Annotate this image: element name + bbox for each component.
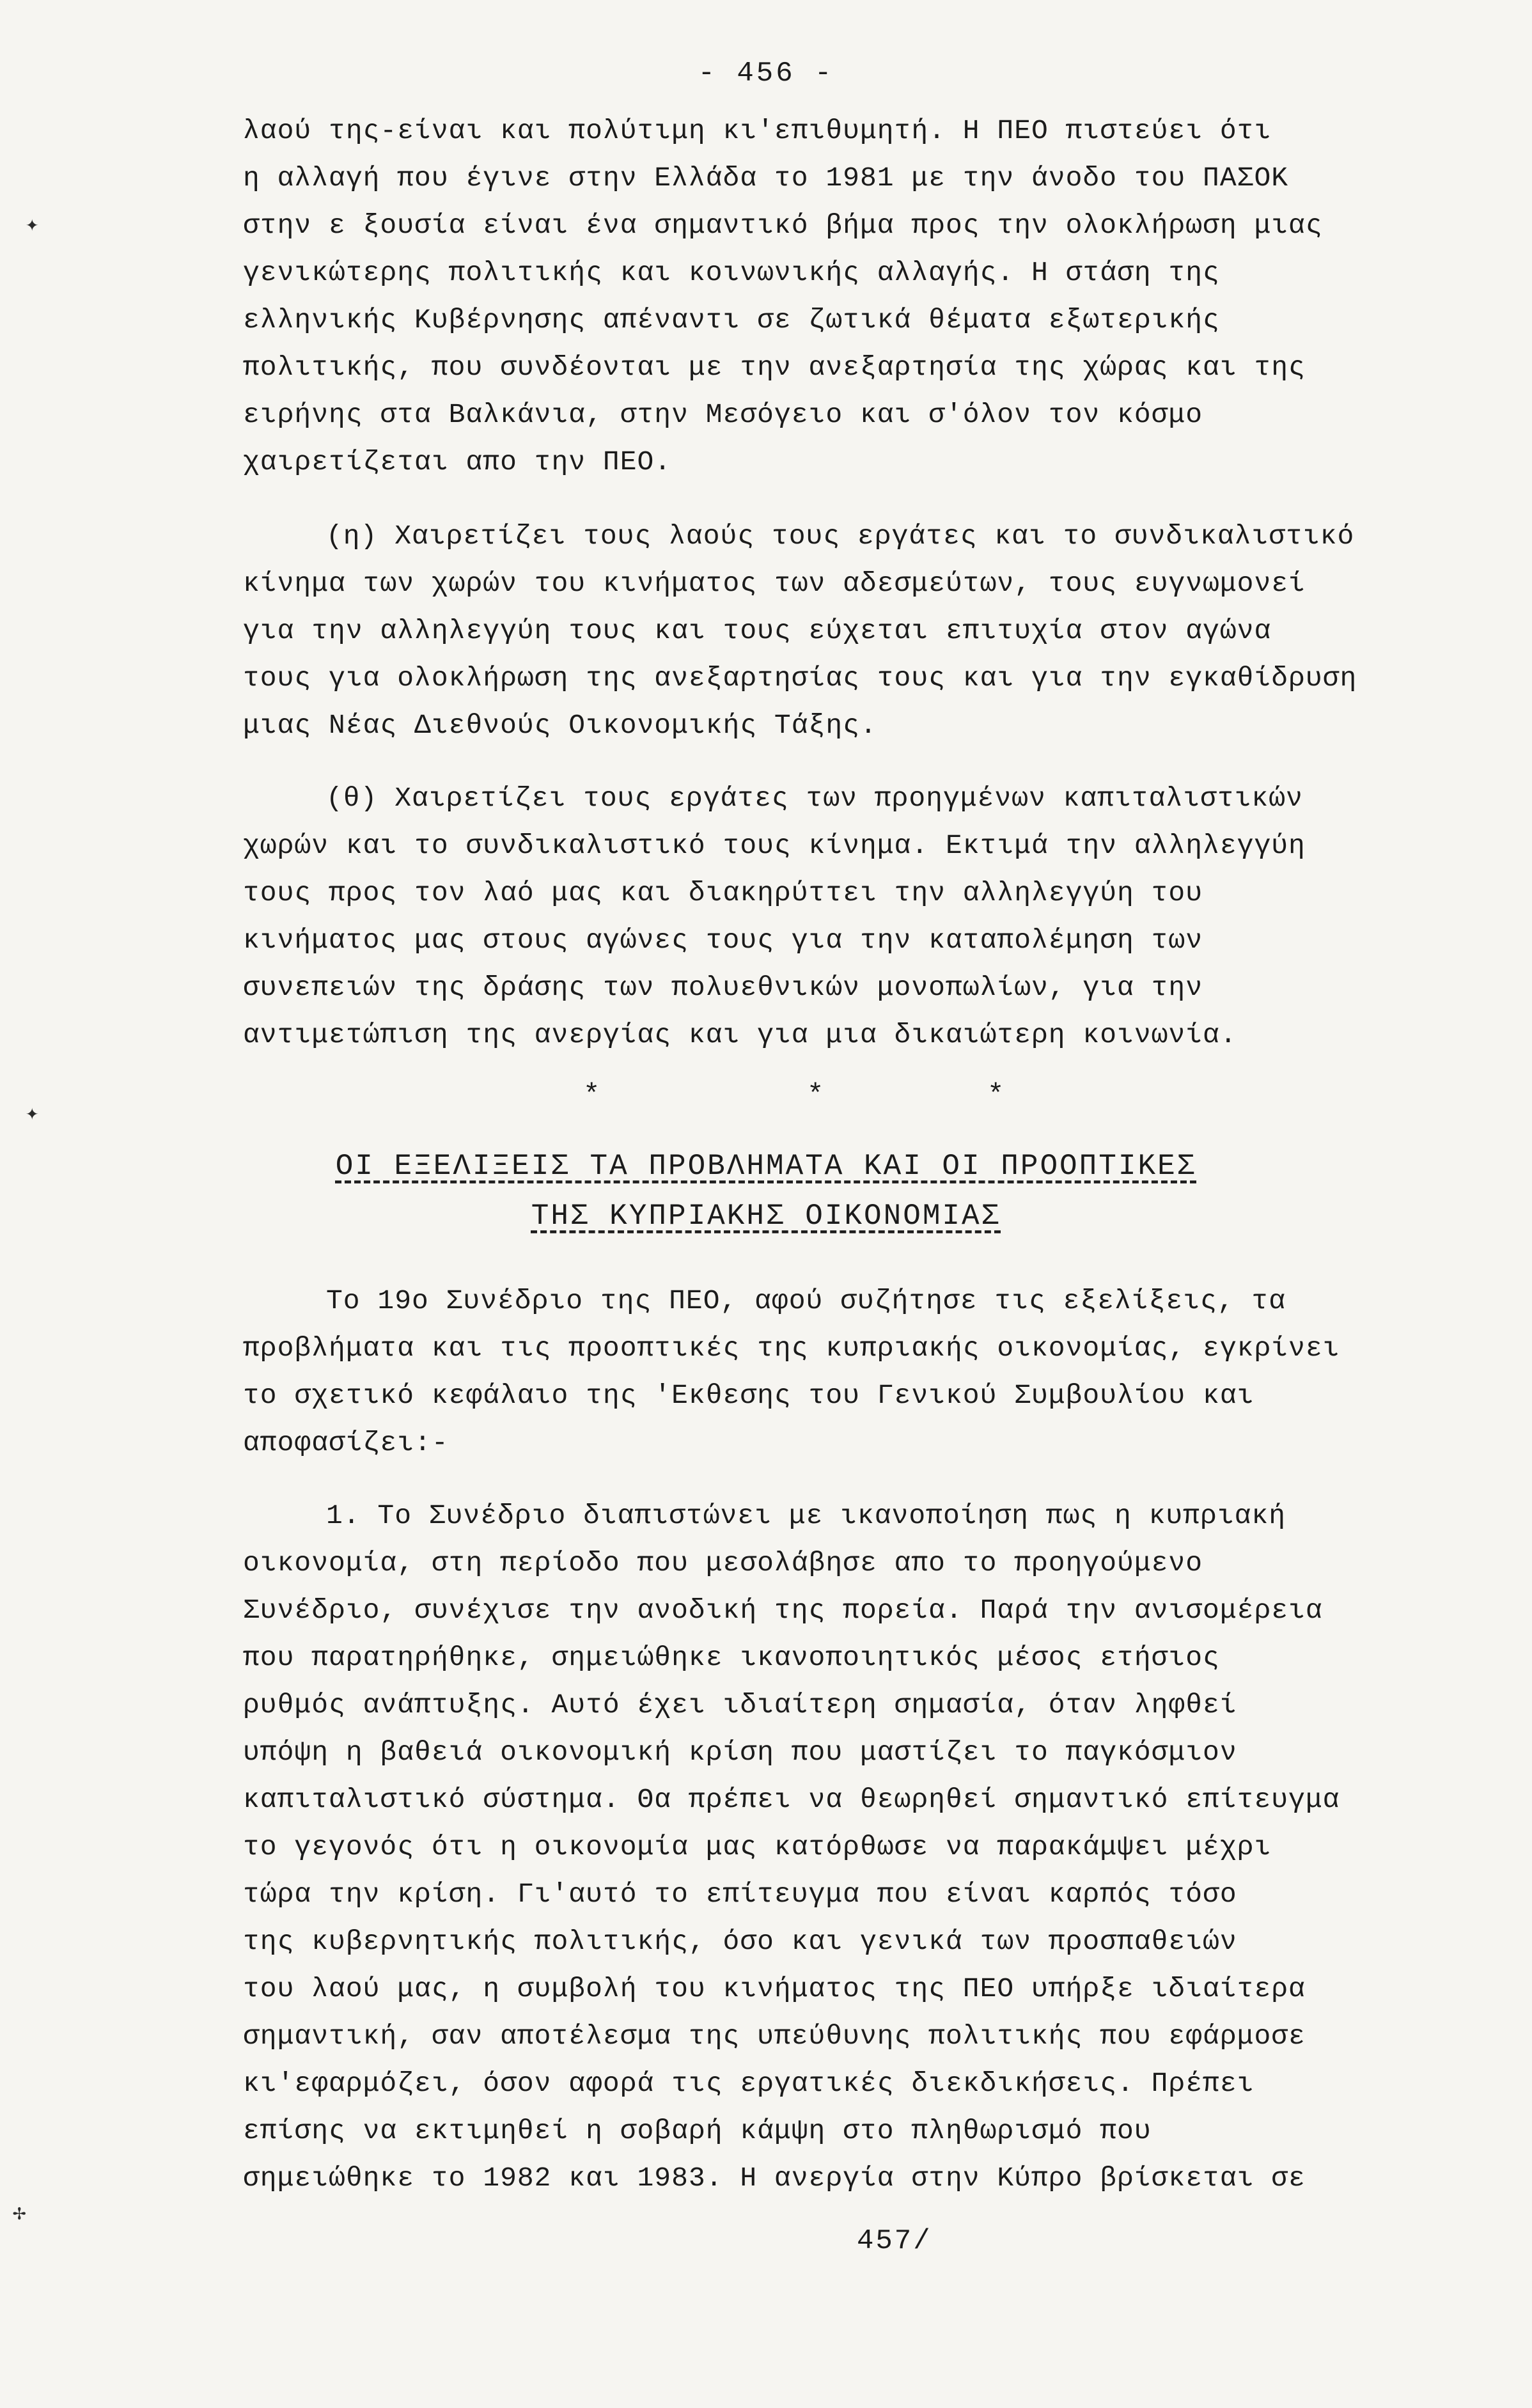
text-line: συνεπειών της δράσης των πολυεθνικών μονοπωλίων, για την	[243, 972, 1203, 1003]
text-line: που παρατηρήθηκε, σημειώθηκε ικανοποιητικός μέσος ετήσιος	[243, 1642, 1220, 1673]
text-line: αντιμετώπιση της ανεργίας και για μια δικαιώτερη κοινωνία.	[243, 1019, 1237, 1051]
text-line: μιας Νέας Διεθνούς Οικονομικής Τάξης.	[243, 710, 877, 741]
separator-star: *	[583, 1079, 600, 1111]
text-line: τώρα την κρίση. Γι'αυτό το επίτευγμα που είναι καρπός τόσο	[243, 1879, 1237, 1910]
text-line: 1. Το Συνέδριο διαπιστώνει με ικανοποίηση πως η κυπριακή	[326, 1500, 1286, 1531]
text-line: κι'εφαρμόζει, όσον αφορά τις εργατικές διεκδικήσεις. Πρέπει	[243, 2068, 1255, 2099]
section-heading-line2: ΤΗΣ ΚΥΠΡΙΑΚΗΣ ΟΙΚΟΝΟΜΙΑΣ	[531, 1200, 1001, 1233]
text-line: κινήματος μας στους αγώνες τους για την καταπολέμηση των	[243, 925, 1203, 956]
text-line: ελληνικής Κυβέρνησης απέναντι σε ζωτικά θέματα εξωτερικής	[243, 304, 1220, 336]
section-separator	[0, 1079, 1532, 1118]
section-intro-paragraph	[243, 1278, 1496, 1467]
text-line: του λαού μας, η συμβολή του κινήματος της ΠΕΟ υπήρξε ιδιαίτερα	[243, 1973, 1306, 2005]
text-line: τους προς τον λαό μας και διακηρύττει την αλληλεγγύη του	[243, 877, 1203, 909]
text-line: (η) Χαιρετίζει τους λαούς τους εργάτες και το συνδικαλιστικό	[326, 520, 1355, 552]
text-line: υπόψη η βαθειά οικονομική κρίση που μαστίζει το παγκόσμιον	[243, 1737, 1237, 1768]
text-line: οικονομία, στη περίοδο που μεσολάβησε απο το προηγούμενο	[243, 1547, 1203, 1579]
text-line: τους για ολοκλήρωση της ανεξαρτησίας τους και για την εγκαθίδρυση	[243, 662, 1357, 694]
text-line: γενικώτερης πολιτικής και κοινωνικής αλλαγής. Η στάση της	[243, 257, 1220, 288]
text-line: το γεγονός ότι η οικονομία μας κατόρθωσε να παρακάμψει μέχρι	[243, 1831, 1272, 1863]
text-line: κίνημα των χωρών του κινήματος των αδεσμεύτων, τους ευγνωμονεί	[243, 568, 1306, 599]
text-line: για την αλληλεγγύη τους και τους εύχεται επιτυχία στον αγώνα	[243, 615, 1272, 646]
text-line: ρυθμός ανάπτυξης. Αυτό έχει ιδιαίτερη σημασία, όταν ληφθεί	[243, 1689, 1237, 1721]
text-line: καπιταλιστικό σύστημα. Θα πρέπει να θεωρηθεί σημαντικό επίτευγμα	[243, 1784, 1340, 1815]
paragraph-eta	[243, 513, 1496, 749]
text-line: το σχετικό κεφάλαιο της 'Εκθεσης του Γενικού Συμβουλίου και	[243, 1380, 1255, 1411]
text-line: πολιτικής, που συνδέονται με την ανεξαρτησία της χώρας και της	[243, 352, 1306, 383]
text-line: η αλλαγή που έγινε στην Ελλάδα το 1981 με την άνοδο του ΠΑΣΟΚ	[243, 162, 1289, 194]
paragraph-theta	[243, 775, 1496, 1059]
continuation-page-ref: 457/	[857, 2225, 932, 2257]
text-line: (θ) Χαιρετίζει τους εργάτες των προηγμένων καπιταλιστικών	[326, 783, 1303, 814]
margin-mark: ✢	[13, 2202, 26, 2226]
separator-star: *	[987, 1079, 1004, 1111]
point-1-paragraph	[243, 1492, 1496, 2202]
text-line: προβλήματα και τις προοπτικές της κυπριακής οικονομίας, εγκρίνει	[243, 1333, 1340, 1364]
text-line: της κυβερνητικής πολιτικής, όσο και γενικά των προσπαθειών	[243, 1926, 1237, 1957]
text-line: λαού της-είναι και πολύτιμη κι'επιθυμητή. Η ΠΕΟ πιστεύει ότι	[243, 115, 1272, 146]
intro-paragraph	[243, 107, 1496, 486]
text-line: χωρών και το συνδικαλιστικό τους κίνημα. Εκτιμά την αλληλεγγύη	[243, 830, 1306, 861]
margin-mark: ✦	[26, 214, 39, 238]
margin-mark: ✦	[26, 1102, 39, 1127]
section-heading-line1: ΟΙ ΕΞΕΛΙΞΕΙΣ ΤΑ ΠΡΟΒΛΗΜΑΤΑ ΚΑΙ ΟΙ ΠΡΟΟΠΤΙΚΕΣ	[335, 1150, 1197, 1183]
page-number: - 456 -	[698, 58, 834, 90]
text-line: αποφασίζει:-	[243, 1427, 449, 1458]
text-line: χαιρετίζεται απο την ΠΕΟ.	[243, 446, 672, 478]
text-line: σημαντική, σαν αποτέλεσμα της υπεύθυνης πολιτικής που εφάρμοσε	[243, 2021, 1306, 2052]
text-line: στην ε ξουσία είναι ένα σημαντικό βήμα προς την ολοκλήρωση μιας	[243, 210, 1323, 241]
text-line: Συνέδριο, συνέχισε την ανοδική της πορεία. Παρά την ανισομέρεια	[243, 1595, 1323, 1626]
text-line: σημειώθηκε το 1982 και 1983. Η ανεργία στην Κύπρο βρίσκεται σε	[243, 2162, 1306, 2194]
text-line: επίσης να εκτιμηθεί η σοβαρή κάμψη στο πληθωρισμό που	[243, 2115, 1152, 2146]
text-line: Το 19ο Συνέδριο της ΠΕΟ, αφού συζήτησε τις εξελίξεις, τα	[326, 1285, 1286, 1317]
text-line: ειρήνης στα Βαλκάνια, στην Μεσόγειο και σ'όλον τον κόσμο	[243, 399, 1203, 430]
separator-star: *	[807, 1079, 824, 1111]
